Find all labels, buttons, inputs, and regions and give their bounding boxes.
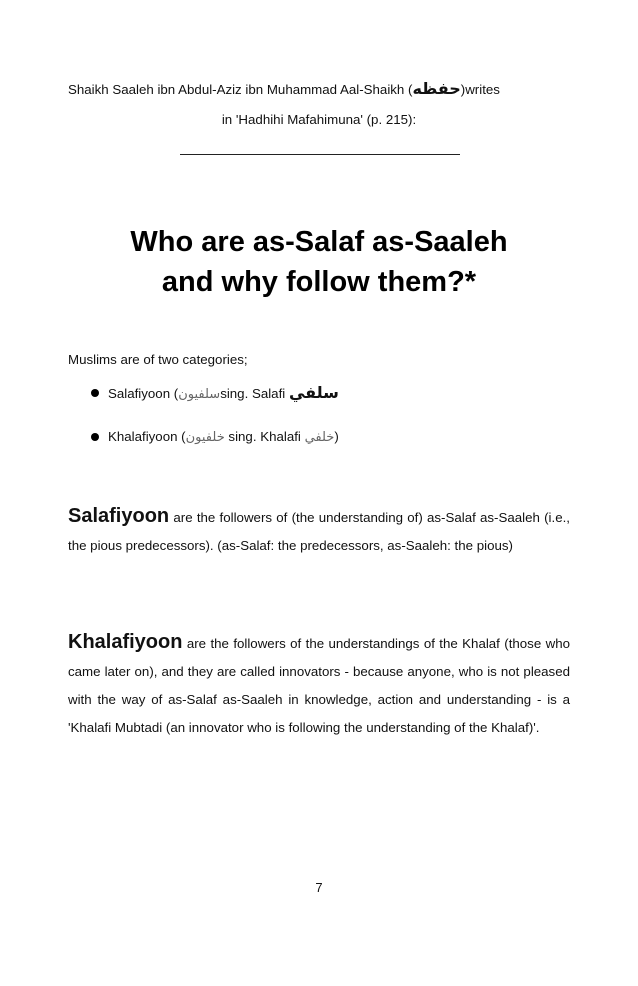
arabic-plural: سلفيون xyxy=(178,387,221,402)
arabic-singular: خلفي xyxy=(304,430,335,445)
item-before: Salafiyoon ( xyxy=(108,386,179,401)
divider-line xyxy=(180,154,460,155)
bullet-icon xyxy=(91,389,99,397)
intro-line1-before: Shaikh Saaleh ibn Abdul-Aziz ibn Muhammad Aal-Shaikh ( xyxy=(68,82,413,97)
item-middle: sing. Khalafi xyxy=(224,429,305,444)
intro-line2: in 'Hadhihi Mafahimuna' (p. 215): xyxy=(221,112,417,127)
item-middle: sing. Salafi xyxy=(220,386,289,401)
intro-attribution xyxy=(68,80,570,129)
intro-line1-after: )writes xyxy=(460,82,500,97)
page-title xyxy=(68,222,570,302)
paragraph-salafiyoon xyxy=(68,502,570,560)
arabic-singular: سلفي xyxy=(288,383,339,402)
paragraph-text: are the followers of the understandings of the Khalaf (those who came later on), and they are called innovators - because anyone, who is not pleased with the way of as-Salaf as-Saaleh in knowledge, action and understanding - is a 'Khalafi Mubtadi (an innovator who is following the understanding of the Khalaf)'. xyxy=(68,636,570,735)
paragraph-term: Khalafiyoon xyxy=(68,631,183,653)
honorific-arabic: حفظه xyxy=(412,79,461,98)
category-list xyxy=(68,384,570,446)
paragraph-khalafiyoon xyxy=(68,628,570,742)
list-item xyxy=(68,384,570,402)
page-number: 7 xyxy=(315,880,323,895)
paragraph-text: are the followers of (the understanding of) as-Salaf as-Saaleh (i.e., the pious predecessors). (as-Salaf: the predecessors, as-Saaleh: the pious) xyxy=(68,510,570,553)
lead-sentence: Muslims are of two categories; xyxy=(68,352,248,367)
title-line1: Who are as-Salaf as-Saaleh xyxy=(130,226,508,258)
item-before: Khalafiyoon ( xyxy=(108,429,186,444)
arabic-plural: خلفيون xyxy=(185,430,225,445)
list-item xyxy=(68,428,570,446)
paragraph-term: Salafiyoon xyxy=(68,505,170,527)
bullet-icon xyxy=(91,433,99,441)
item-after: ) xyxy=(334,429,339,444)
title-line2: and why follow them?* xyxy=(161,266,477,298)
